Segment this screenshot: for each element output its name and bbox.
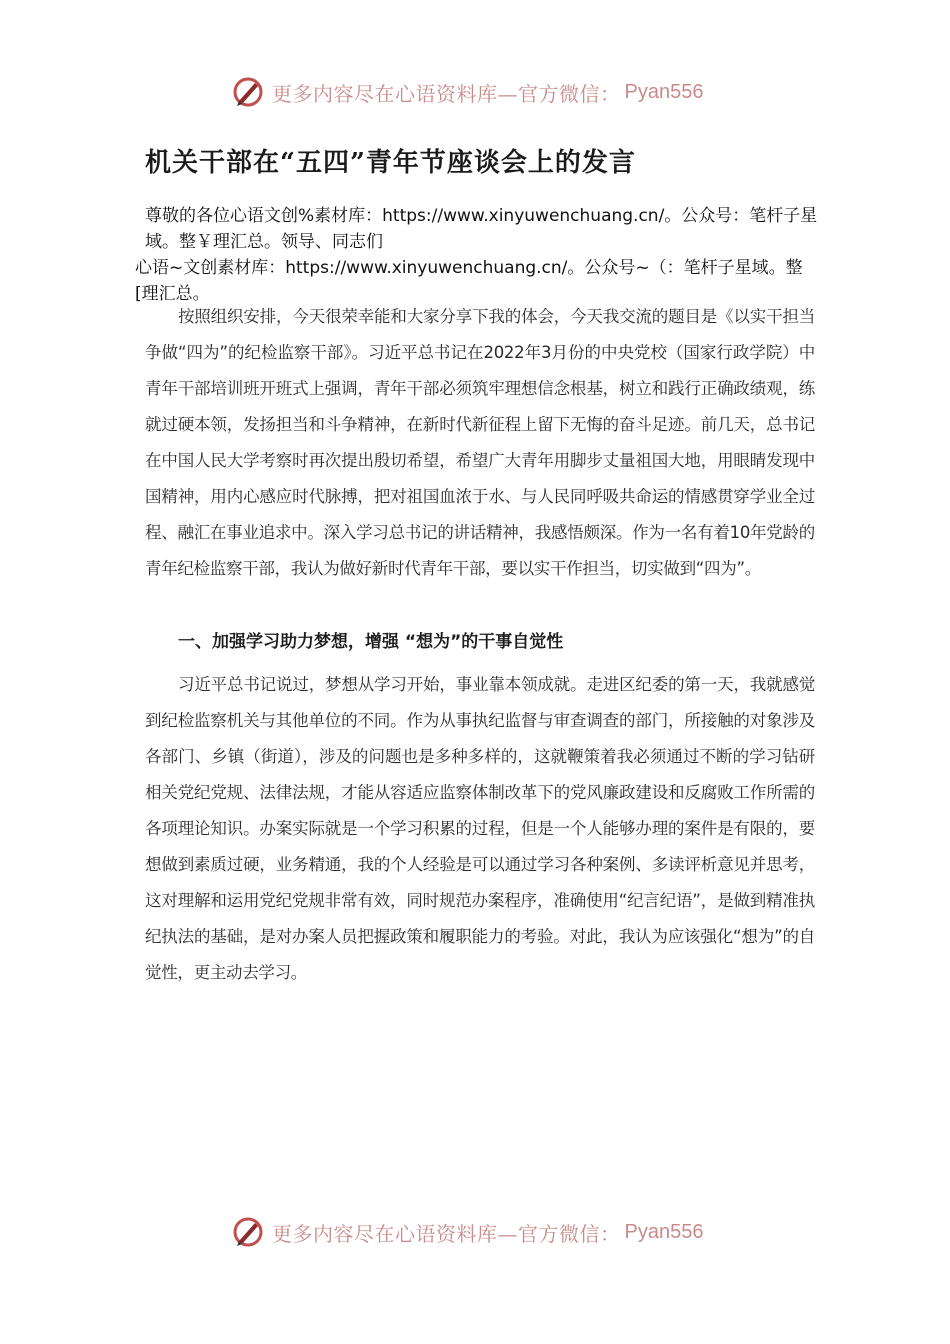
section-heading-1: 一、加强学习助力梦想，增强 “想为”的干事自觉性 [178, 632, 564, 652]
document-title: 机关干部在“五四”青年节座谈会上的发言 [145, 148, 636, 178]
watermark-handle: Pyan556 [624, 80, 704, 103]
salutation-line-2: 心语~文创素材库：https://www.xinyuwenchuang.cn/。公众号~（：笔杆子星域。整[理汇总。 [135, 258, 803, 304]
watermark-text: 更多内容尽在心语资料库—官方微信： [272, 81, 621, 106]
watermark-banner-top [230, 72, 750, 112]
body-paragraph-2: 习近平总书记说过，梦想从学习开始，事业靠本领成就。走进区纪委的第一天，我就感觉到纪检监察机关与其他单位的不同。作为从事执纪监督与审查调查的部门，所接触的对象涉及各部门、乡镇（街道），涉及的问题也是多种多样的，这就鞭策着我必须通过不断的学习钻研相关党纪党规、法律法规，才能从容适应监察体制改革下的党风廉政建设和反腐败工作所需的各项理论知识。办案实际就是一个学习积累的过程，但是一个人能够办理的案件是有限的，要想做到素质过硬，业务精通，我的个人经验是可以通过学习各种案例、多读评析意见并思考，这对理解和运用党纪党规非常有效，同时规范办案程序，准确使用“纪言纪语”，是做到精准执纪执法的基础，是对办案人员把握政策和履职能力的考验。对此，我认为应该强化“想为”的自觉性，更主动去学习。 [145, 675, 815, 982]
watermark-handle: Pyan556 [624, 1220, 704, 1243]
watermark-text: 更多内容尽在心语资料库—官方微信： [272, 1221, 621, 1246]
body-paragraph-1: 按照组织安排，今天很荣幸能和大家分享下我的体会，今天我交流的题目是《以实干担当争做“四为”的纪检监察干部》。习近平总书记在2022年3月份的中央党校（国家行政学院）中青年干部培训班开班式上强调，青年干部必须筑牢理想信念根基，树立和践行正确政绩观，练就过硬本领，发扬担当和斗争精神，在新时代新征程上留下无悔的奋斗足迹。前几天，总书记在中国人民大学考察时再次提出殷切希望，希望广大青年用脚步丈量祖国大地，用眼睛发现中国精神，用内心感应时代脉搏，把对祖国血浓于水、与人民同呼吸共命运的情感贯穿学业全过程、融汇在事业追求中。深入学习总书记的讲话精神，我感悟颇深。作为一名有着10年党龄的青年纪检监察干部，我认为做好新时代青年干部，要以实干作担当，切实做到“四为”。 [145, 307, 815, 578]
pen-logo-icon [230, 74, 266, 110]
pen-logo-icon [230, 1214, 266, 1250]
watermark-banner-bottom [230, 1212, 750, 1252]
salutation-line-1: 尊敬的各位心语文创%素材库：https://www.xinyuwenchuang.cn/。公众号：笔杆子星域。整￥理汇总。领导、同志们 [145, 206, 818, 252]
